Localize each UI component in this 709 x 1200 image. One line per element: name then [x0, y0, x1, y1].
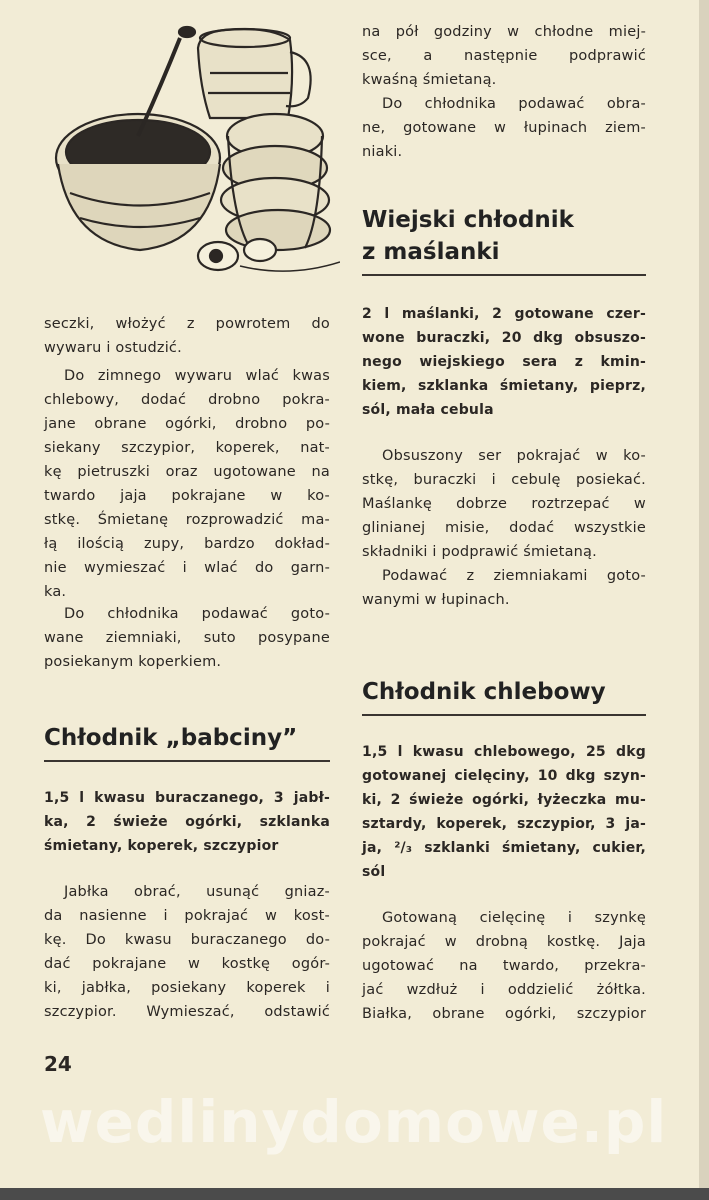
right-para3: [362, 444, 646, 564]
ingredients-list: [362, 302, 646, 422]
heading-line: z maślanki: [362, 239, 500, 265]
text-line: Do zimnego wywaru wlać kwas: [64, 368, 330, 384]
text-line: glinianej misie, dodać wszystkie: [362, 520, 646, 536]
text-line: sztardy, koperek, szczypior, 3 ja-: [362, 816, 646, 832]
text-line: Białka, obrane ogórki, szczypior: [362, 1006, 646, 1022]
text-line: Podawać z ziemniakami goto-: [382, 568, 646, 584]
text-line: sól: [362, 864, 386, 880]
text-line: nego wiejskiego sera z kmin-: [362, 354, 646, 370]
heading-rule: [44, 760, 330, 762]
left-para3: [44, 602, 330, 674]
text-line: kwaśną śmietaną.: [362, 72, 497, 88]
recipe-heading: Chłodnik „babciny”: [44, 725, 298, 751]
left-column: [44, 312, 330, 360]
text-line: gotowanej cielęciny, 10 dkg szyn-: [362, 768, 646, 784]
ingredients-list: [44, 786, 330, 858]
text-line: da nasienne i pokrajać w kost-: [44, 908, 330, 924]
right-para1: [362, 20, 646, 92]
text-line: stkę. Śmietanę rozprowadzić ma-: [44, 512, 330, 528]
paragraph: [362, 20, 646, 92]
text-line: 2 l maślanki, 2 gotowane czer-: [362, 306, 646, 322]
text-line: kę pietruszki oraz ugotowane na: [44, 464, 330, 480]
text-line: wane ziemniaki, suto posypane: [44, 630, 330, 646]
heading-babciny-block: [44, 722, 330, 762]
text-line: śmietany, koperek, szczypior: [44, 838, 279, 854]
text-line: kę. Do kwasu buraczanego do-: [44, 932, 330, 948]
heading-rule: [362, 714, 646, 716]
text-line: 1,5 l kwasu chlebowego, 25 dkg: [362, 744, 646, 760]
right-para4: [362, 564, 646, 612]
ingredients-chlebowy: [362, 740, 646, 884]
text-line: siekany szczypior, koperek, nat-: [44, 440, 330, 456]
heading-line: Wiejski chłodnik: [362, 207, 574, 233]
text-line: na pół godziny w chłodne miej-: [362, 24, 646, 40]
text-line: jać wzdłuż i oddzielić żółtka.: [362, 982, 646, 998]
text-line: 1,5 l kwasu buraczanego, 3 jabł-: [44, 790, 330, 806]
text-line: seczki, włożyć z powrotem do: [44, 316, 330, 332]
paragraph: [44, 880, 330, 1024]
heading-rule: [362, 274, 646, 276]
text-line: stkę, buraczki i cebulę posiekać.: [362, 472, 646, 488]
text-line: twardo jaja pokrajane w ko-: [44, 488, 330, 504]
text-line: łą ilością zupy, bardzo dokład-: [44, 536, 330, 552]
text-line: wone buraczki, 20 dkg obsuszo-: [362, 330, 646, 346]
text-line: kiem, szklanka śmietany, pieprz,: [362, 378, 646, 394]
paragraph: [44, 364, 330, 604]
text-line: ugotować na twardo, przekra-: [362, 958, 646, 974]
ingredients-list: [362, 740, 646, 884]
text-line: ka.: [44, 584, 67, 600]
text-line: wywaru i ostudzić.: [44, 340, 182, 356]
paragraph: [44, 312, 330, 360]
text-line: Do chłodnika podawać obra-: [382, 96, 646, 112]
illustration-bowls: [50, 18, 340, 288]
page-edge: [699, 0, 709, 1200]
text-line: ja, ²/₃ szklanki śmietany, cukier,: [362, 840, 646, 856]
text-line: nie wymieszać i wlać do garn-: [44, 560, 330, 576]
page-number: 24: [44, 1052, 72, 1076]
watermark: wedlinydomowe.pl: [40, 1088, 668, 1156]
text-line: chlebowy, dodać drobno pokra-: [44, 392, 330, 408]
text-line: ki, jabłka, posiekany koperek i: [44, 980, 330, 996]
recipe-heading: Chłodnik chlebowy: [362, 679, 606, 705]
text-line: ne, gotowane w łupinach ziem-: [362, 120, 646, 136]
ingredients-wiejski: [362, 302, 646, 422]
text-line: sól, mała cebula: [362, 402, 494, 418]
paragraph: [44, 602, 330, 674]
ingredients-babciny: [44, 786, 330, 858]
paragraph: [362, 92, 646, 164]
text-line: składniki i podprawić śmietaną.: [362, 544, 597, 560]
paragraph: [362, 444, 646, 564]
text-line: dać pokrajane w kostkę ogór-: [44, 956, 330, 972]
paragraph: [362, 906, 646, 1026]
right-para2: [362, 92, 646, 164]
text-line: ki, 2 świeże ogórki, łyżeczka mu-: [362, 792, 646, 808]
text-line: Jabłka obrać, usunąć gniaz-: [64, 884, 330, 900]
left-para4: [44, 880, 330, 1024]
text-line: Do chłodnika podawać goto-: [64, 606, 330, 622]
text-line: jane obrane ogórki, drobno po-: [44, 416, 330, 432]
text-line: wanymi w łupinach.: [362, 592, 510, 608]
text-line: Obsuszony ser pokrajać w ko-: [382, 448, 646, 464]
text-line: szczypior. Wymieszać, odstawić: [44, 1004, 330, 1020]
left-para2: [44, 364, 330, 604]
text-line: sce, a następnie podprawić: [362, 48, 646, 64]
right-para5: [362, 906, 646, 1026]
text-line: niaki.: [362, 144, 403, 160]
recipe-heading: [362, 204, 646, 268]
text-line: pokrajać w drobną kostkę. Jaja: [362, 934, 646, 950]
text-line: ka, 2 świeże ogórki, szklanka: [44, 814, 330, 830]
text-line: Gotowaną cielęcinę i szynkę: [382, 910, 646, 926]
text-line: posiekanym koperkiem.: [44, 654, 222, 670]
text-line: Maślankę dobrze roztrzepać w: [362, 496, 646, 512]
paragraph: [362, 564, 646, 612]
heading-chlebowy-block: [362, 676, 646, 716]
bottom-bar: [0, 1188, 709, 1200]
heading-wiejski-block: [362, 204, 646, 276]
